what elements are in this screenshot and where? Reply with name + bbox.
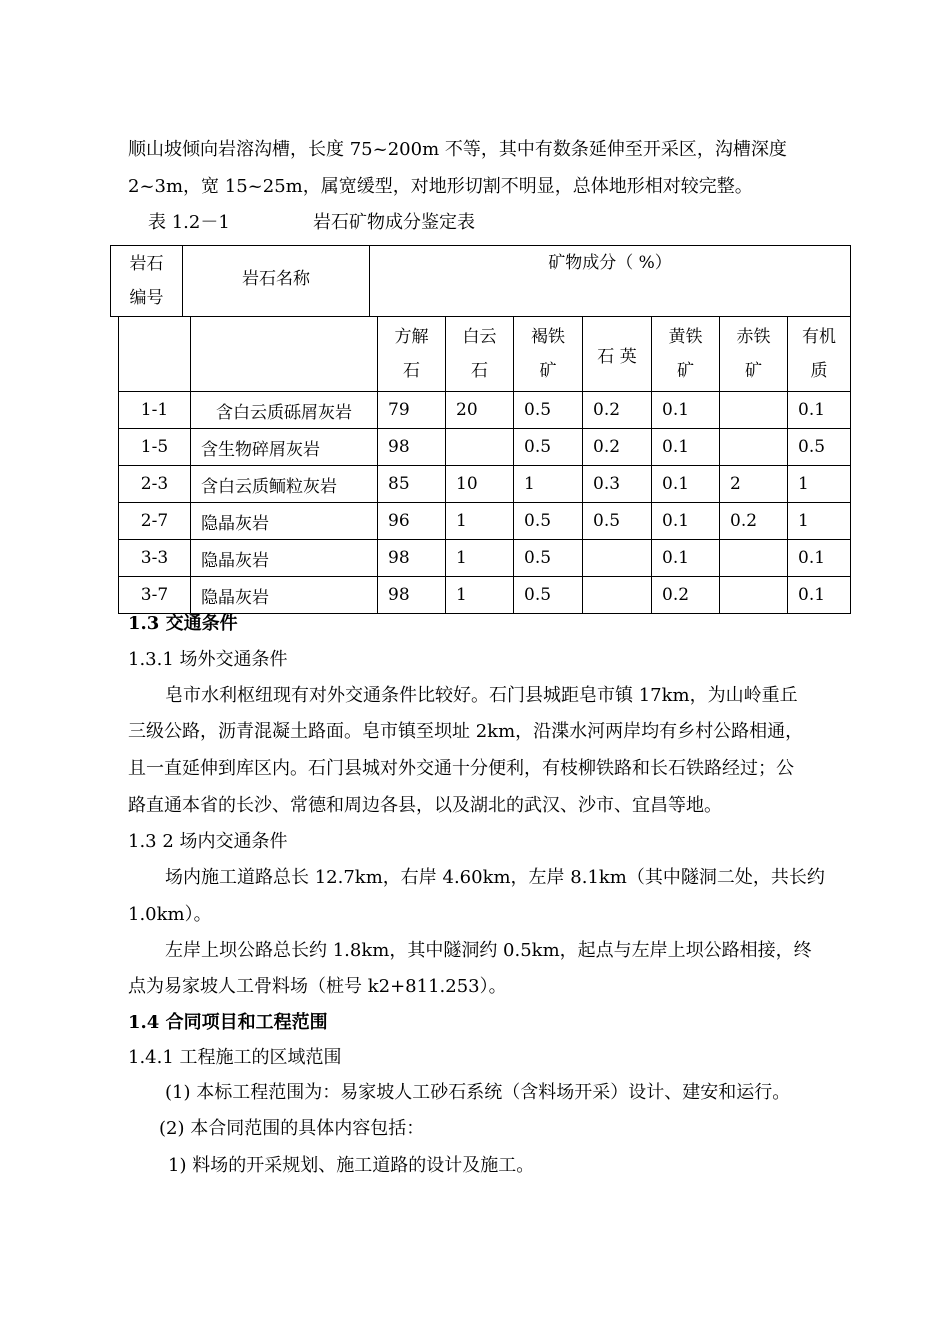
- section-heading-1-3: 1.3 交通条件: [128, 613, 238, 634]
- table-cell: 0.5: [583, 503, 652, 540]
- list-item: (2) 本合同范围的具体内容包括：: [159, 1118, 425, 1139]
- mineral-col-pyrite: [652, 317, 720, 392]
- mineral-col-calcite: [378, 317, 446, 392]
- table-row: [119, 540, 851, 577]
- mineral-label: 方解: [394, 327, 429, 347]
- table-cell: 0.2: [583, 429, 652, 466]
- table-cell: 98: [378, 540, 446, 577]
- table-cell: 10: [446, 466, 514, 503]
- rock-name: 隐晶灰岩: [191, 577, 378, 614]
- mineral-label: 质: [810, 361, 828, 381]
- table-cell: 20: [446, 392, 514, 429]
- list-item: (1) 本标工程范围为：易家坡人工砂石系统（含料场开采）设计、建安和运行。: [165, 1082, 791, 1103]
- paragraph-line: 场内施工道路总长 12.7km，右岸 4.60km，左岸 8.1km（其中隧洞二处，共长约: [165, 867, 825, 888]
- table-cell: 0.2: [652, 577, 720, 614]
- subsection-heading-1-3-1: 1.3.1 场外交通条件: [128, 649, 288, 670]
- table-cell: 0.2: [720, 503, 788, 540]
- table-row: [119, 392, 851, 429]
- table-number: 表 1.2－1: [148, 212, 230, 233]
- header-mineral-composition: 矿物成分（ %）: [370, 246, 851, 317]
- table-cell: 0.1: [652, 540, 720, 577]
- mineral-label: 白云: [462, 327, 497, 347]
- mineral-label: 褐铁: [531, 327, 565, 347]
- mineral-label: 石: [471, 361, 488, 381]
- table-cell: 98: [378, 577, 446, 614]
- subsection-heading-1-4-1: 1.4.1 工程施工的区域范围: [128, 1047, 342, 1068]
- rock-name: 隐晶灰岩: [191, 503, 378, 540]
- blank-cell: [119, 317, 191, 392]
- mineral-col-quartz: 石 英: [583, 317, 652, 392]
- table-cell: 1: [788, 466, 851, 503]
- rock-name: 隐晶灰岩: [191, 540, 378, 577]
- table-cell: 0.1: [652, 392, 720, 429]
- table-cell: 2: [720, 466, 788, 503]
- mineral-col-dolomite: [446, 317, 514, 392]
- mineral-label: 矿: [745, 361, 762, 381]
- table-cell: [720, 392, 788, 429]
- table-cell: [720, 540, 788, 577]
- table-cell: 1: [514, 466, 583, 503]
- table-cell: 0.1: [652, 429, 720, 466]
- table-cell: 79: [378, 392, 446, 429]
- mineral-label: 矿: [539, 361, 557, 381]
- rock-name: 含生物碎屑灰岩: [191, 429, 378, 466]
- intro-line-1: 顺山坡倾向岩溶沟槽，长度 75~200m 不等，其中有数条延伸至开采区，沟槽深度: [128, 139, 787, 160]
- table-cell: 1: [788, 503, 851, 540]
- table-row: [119, 429, 851, 466]
- header-rock-code-line1: 岩石: [129, 254, 164, 274]
- mineral-label: 赤铁: [736, 327, 771, 347]
- rock-name: 含白云质砾屑灰岩: [191, 392, 378, 429]
- intro-line-2: 2~3m，宽 15~25m，属宽缓型，对地形切割不明显，总体地形相对较完整。: [128, 176, 753, 197]
- rock-code: 1-5: [119, 429, 191, 466]
- paragraph-line: 皂市水利枢纽现有对外交通条件比较好。石门县城距皂市镇 17km，为山岭重丘: [165, 685, 798, 706]
- rock-code: 3-3: [119, 540, 191, 577]
- rock-code: 2-7: [119, 503, 191, 540]
- table-title: 岩石矿物成分鉴定表: [313, 212, 475, 233]
- table-cell: 0.5: [514, 577, 583, 614]
- table-cell: 0.5: [514, 503, 583, 540]
- paragraph-line: 点为易家坡人工骨料场（桩号 k2+811.253）。: [128, 976, 507, 997]
- table-cell: 98: [378, 429, 446, 466]
- table-cell: 0.1: [652, 466, 720, 503]
- table-cell: 1: [446, 577, 514, 614]
- table-cell: 0.2: [583, 392, 652, 429]
- list-item: 1) 料场的开采规划、施工道路的设计及施工。: [168, 1155, 535, 1176]
- table-cell: [583, 577, 652, 614]
- mineral-subheader-row: [119, 317, 851, 392]
- table-cell: 0.5: [514, 429, 583, 466]
- table-cell: [720, 577, 788, 614]
- mineral-label: 石: [403, 361, 420, 381]
- table-row: [119, 503, 851, 540]
- mineral-label: 矿: [677, 361, 694, 381]
- header-rock-name: 岩石名称: [183, 246, 370, 317]
- blank-cell: [191, 317, 378, 392]
- table-row: [119, 466, 851, 503]
- header-rock-code: [111, 246, 183, 317]
- table-cell: 0.1: [788, 392, 851, 429]
- table-cell: 96: [378, 503, 446, 540]
- mineral-col-organic: [788, 317, 851, 392]
- paragraph-line: 路直通本省的长沙、常德和周边各县，以及湖北的武汉、沙市、宜昌等地。: [128, 795, 722, 816]
- subsection-heading-1-3-2: 1.3 2 场内交通条件: [128, 831, 288, 852]
- table-cell: 0.3: [583, 466, 652, 503]
- table-cell: 0.5: [514, 392, 583, 429]
- table-cell: 0.1: [652, 503, 720, 540]
- rock-name: 含白云质鲕粒灰岩: [191, 466, 378, 503]
- rock-code: 1-1: [119, 392, 191, 429]
- table-row: [119, 577, 851, 614]
- mineral-table-body: [118, 316, 851, 614]
- table-cell: 85: [378, 466, 446, 503]
- paragraph-line: 1.0km）。: [128, 904, 212, 925]
- mineral-table-header: [110, 245, 851, 317]
- paragraph-line: 三级公路，沥青混凝土路面。皂市镇至坝址 2km，沿渫水河两岸均有乡村公路相通，: [128, 721, 804, 742]
- table-cell: [583, 540, 652, 577]
- mineral-col-hematite: [720, 317, 788, 392]
- rock-code: 3-7: [119, 577, 191, 614]
- mineral-label: 黄铁: [668, 327, 703, 347]
- table-cell: [446, 429, 514, 466]
- mineral-label: 有机: [802, 327, 836, 347]
- table-cell: 1: [446, 540, 514, 577]
- header-rock-code-line2: 编号: [129, 288, 164, 308]
- table-cell: [720, 429, 788, 466]
- paragraph-line: 左岸上坝公路总长约 1.8km，其中隧洞约 0.5km，起点与左岸上坝公路相接，终: [165, 940, 812, 961]
- table-cell: 0.1: [788, 577, 851, 614]
- table-cell: 0.5: [514, 540, 583, 577]
- mineral-col-limonite: [514, 317, 583, 392]
- table-cell: 0.5: [788, 429, 851, 466]
- table-cell: 1: [446, 503, 514, 540]
- table-cell: 0.1: [788, 540, 851, 577]
- section-heading-1-4: 1.4 合同项目和工程范围: [128, 1012, 328, 1033]
- rock-code: 2-3: [119, 466, 191, 503]
- paragraph-line: 且一直延伸到库区内。石门县城对外交通十分便利，有枝柳铁路和长石铁路经过；公: [128, 758, 794, 779]
